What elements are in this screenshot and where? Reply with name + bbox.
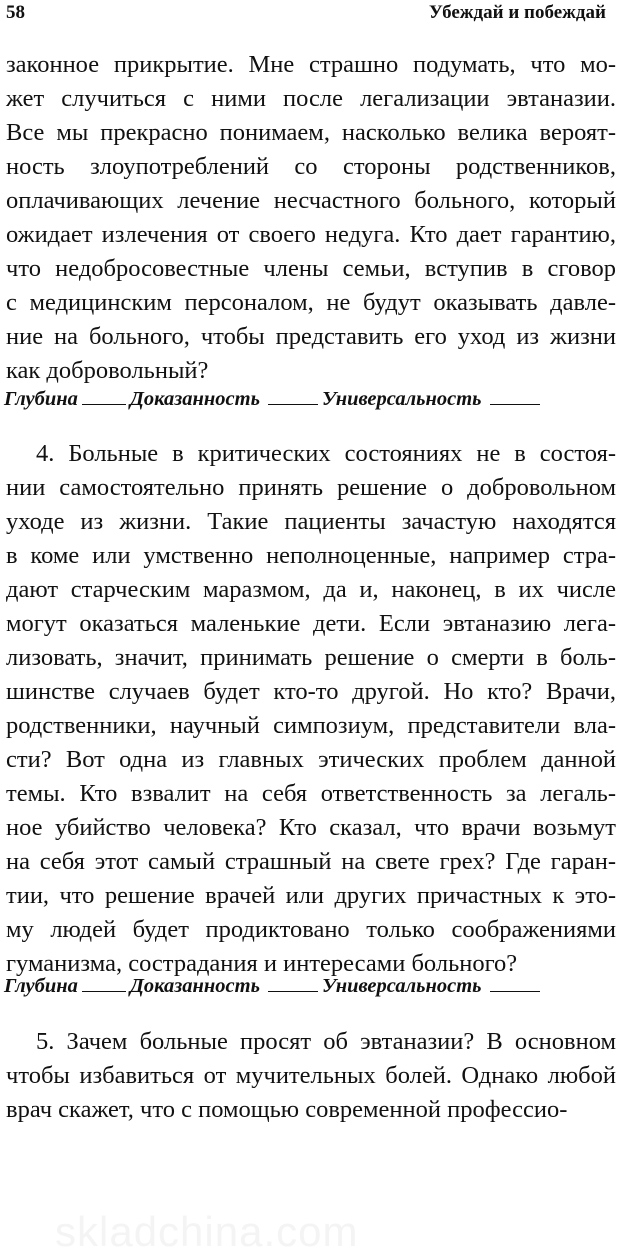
text-line: с медицинским персоналом, не будут оказывать давле- — [6, 289, 616, 316]
depth-blank — [82, 990, 126, 992]
text-line: му людей будет продиктовано только соображениями — [6, 916, 616, 943]
text-line: тии, что решение врачей или других причастных к это- — [6, 882, 616, 909]
page-number: 58 — [6, 2, 25, 23]
text-line: Все мы прекрасно понимаем, насколько велика вероят- — [6, 119, 616, 146]
text-line: жет случиться с ними после легализации эвтаназии. — [6, 85, 616, 112]
rating-row — [4, 388, 614, 411]
text-line: 5. Зачем больные просят об эвтаназии? В основном — [36, 1028, 616, 1055]
text-line: уходе из жизни. Такие пациенты зачастую находятся — [6, 508, 616, 535]
evidence-blank — [268, 990, 318, 992]
depth-label: Глубина — [4, 975, 78, 997]
text-line: гуманизма, сострадания и интересами больного? — [6, 950, 518, 977]
text-line: 4. Больные в критических состояниях не в состоя- — [36, 440, 616, 467]
evidence-label: Доказанность — [129, 388, 260, 410]
evidence-blank — [268, 403, 318, 405]
text-line: ное убийство человека? Кто сказал, что врачи возьмут — [6, 814, 616, 841]
text-line: родственники, научный симпозиум, представители вла- — [6, 712, 616, 739]
universality-blank — [490, 990, 540, 992]
text-line: темы. Кто взвалит на себя ответственность за легаль- — [6, 780, 616, 807]
running-title: Убеждай и побеждай — [428, 2, 606, 23]
rating-row — [4, 975, 614, 998]
watermark: skladchina.com — [55, 1208, 359, 1255]
text-line: сти? Вот одна из главных этических проблем данной — [6, 746, 616, 773]
universality-label: Универсальность — [321, 975, 482, 997]
text-line: нии самостоятельно принять решение о добровольном — [6, 474, 616, 501]
text-line: в коме или умственно неполноценные, например стра- — [6, 542, 616, 569]
depth-blank — [82, 403, 126, 405]
text-line: на себя этот самый страшный на свете грех? Где гаран- — [6, 848, 616, 875]
evidence-label: Доказанность — [129, 975, 260, 997]
page-header — [6, 2, 606, 24]
text-line: как добровольный? — [6, 357, 209, 384]
text-line: ожидает излечения от своего недуга. Кто дает гарантию, — [6, 221, 616, 248]
text-line: ние на больного, чтобы представить его уход из жизни — [6, 323, 616, 350]
text-line: лизовать, значит, принимать решение о смерти в боль- — [6, 644, 616, 671]
text-line: оплачивающих лечение несчастного больного, который — [6, 187, 616, 214]
text-line: дают старческим маразмом, да и, наконец, в их числе — [6, 576, 616, 603]
depth-label: Глубина — [4, 388, 78, 410]
text-line: могут оказаться маленькие дети. Если эвтаназию лега- — [6, 610, 616, 637]
text-line: шинстве случаев будет кто-то другой. Но кто? Врачи, — [6, 678, 616, 705]
text-line: что недобросовестные члены семьи, вступив в сговор — [6, 255, 616, 282]
text-line: ность злоупотреблений со стороны родственников, — [6, 153, 616, 180]
text-line: чтобы избавиться от мучительных болей. Однако любой — [6, 1062, 616, 1089]
text-line: законное прикрытие. Мне страшно подумать, что мо- — [6, 51, 616, 78]
universality-blank — [490, 403, 540, 405]
universality-label: Универсальность — [321, 388, 482, 410]
text-line: врач скажет, что с помощью современной профессио- — [6, 1096, 568, 1123]
